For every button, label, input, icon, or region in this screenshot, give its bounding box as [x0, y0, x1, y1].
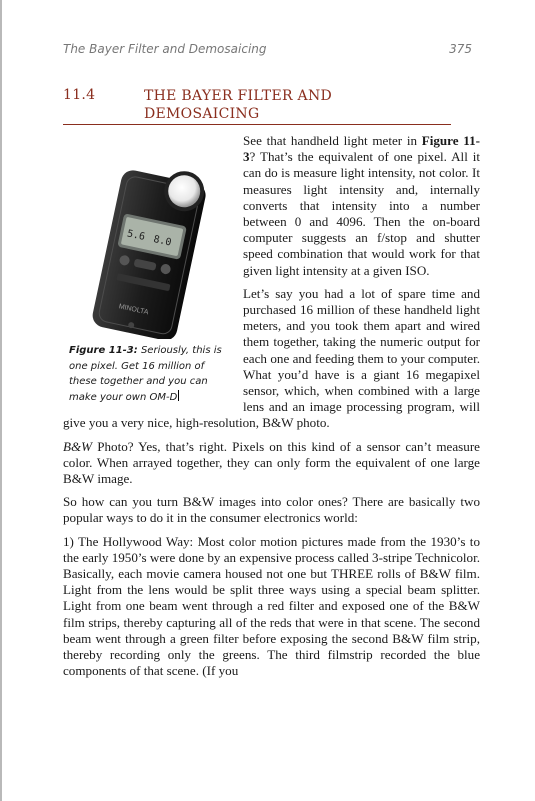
figure-caption — [69, 343, 231, 405]
figure-11-3 — [63, 133, 239, 407]
paragraph-5: 1) The Hollywood Way: Most color motion pictures made from the 1930’s to the early 1950’s were done by an expensive process called 3-stripe Technicolor. Basically, each movie camera housed not one but THREE rolls of B&W film. Light from the lens would be split three ways using a special beam splitter. Light from one beam went through a red filter and exposed one of the B&W film strips, thereby capturing all of the reds that were in that scene. The second beam went through a green filter before exposing the second B&W film strip, thereby recording only the greens. The third filmstrip recorded the blue components of that scene. (If you — [63, 533, 480, 679]
figure-reference: Figure 11-3 — [243, 133, 480, 165]
paragraph-4: So how can you turn B&W images into color ones? There are basically two popular ways to do it in the consumer electronics world: — [63, 494, 480, 526]
body-text — [63, 133, 480, 687]
display-right-value: 8.0 — [152, 234, 173, 249]
figure-label: Figure 11-3: — [69, 345, 138, 356]
paragraph-3: B&W Photo? Yes, that’s right. Pixels on this kind of a sensor can’t measure color. When arrayed together, they can only form the equivalent of one large B&W image. — [63, 438, 480, 487]
light-meter-photo — [73, 161, 223, 339]
document-page — [2, 0, 535, 801]
section-title: THE BAYER FILTER AND DEMOSAICING — [144, 88, 333, 122]
running-title: The Bayer Filter and Demosaicing — [63, 42, 267, 56]
page-number: 375 — [449, 42, 472, 56]
figure-caption-text: Seriously, this is one pixel. Get 16 million of these together and you can make your own OM-D — [69, 345, 222, 403]
text-cursor — [178, 390, 179, 401]
paragraph-1: See that handheld light meter in Figure 11-3? That’s the equivalent of one pixel. All it can do is measure light intensity, not color. It measures light intensity and, internally converts that intensity into a number between 0 and 4096. Then the on-board computer suggests an f/stop and shutter speed combination that would work for that given light intensity at a given ISO. — [243, 133, 480, 278]
device-brand-label: MINOLTA — [118, 303, 149, 317]
section-rule — [63, 124, 451, 125]
paragraph-2: Let’s say you had a lot of spare time and purchased 16 million of these handheld light meters, and you took them apart and wired them together, taking the numeric output for each one and feeding them to your computer. What you’d have is a giant 16 megapixel sensor, which, when combined with a large lens and an image processing program, will give you a very nice, high-resolution, B&W photo. — [63, 285, 480, 431]
display-left-value: 5.6 — [125, 228, 146, 243]
section-number: 11.4 — [63, 87, 96, 103]
